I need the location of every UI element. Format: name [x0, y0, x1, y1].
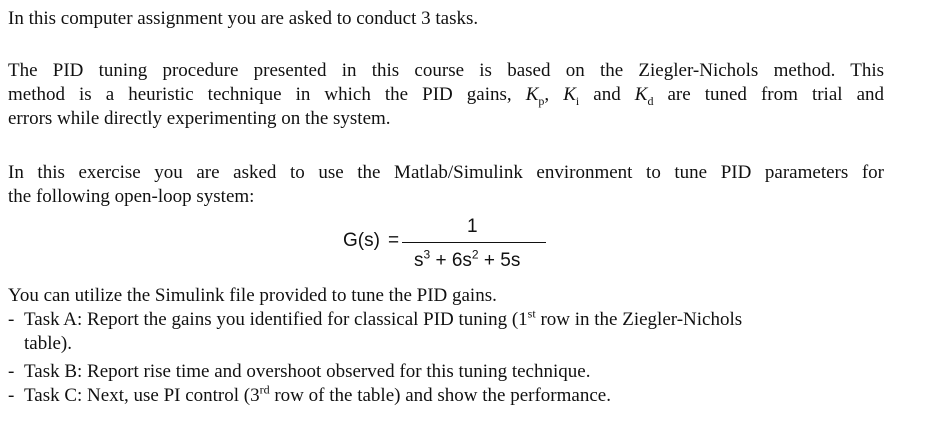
- and-word: and: [579, 84, 635, 105]
- task-a-end: row in the Ziegler-Nichols: [535, 309, 743, 330]
- para1-line1: The PID tuning procedure presented in this course is based on the Ziegler-Nichols method. This: [8, 60, 884, 81]
- fraction-bar: [402, 242, 546, 243]
- equation-lhs: G(s): [343, 230, 380, 251]
- task-b-text: Task B: Report rise time and overshoot observed for this tuning technique.: [24, 361, 591, 382]
- bullet-dash: -: [8, 385, 15, 406]
- kp-symbol: K: [525, 84, 539, 105]
- equation-denominator: [414, 247, 521, 272]
- bullet-dash: -: [8, 361, 15, 382]
- comma: ,: [544, 84, 564, 105]
- den-exp3: 3: [423, 247, 431, 262]
- para1-line2-start: method is a heuristic technique in which the PID gains,: [8, 84, 526, 105]
- task-a-start: Task A: Report the gains you identified for classical PID tuning (1: [24, 309, 528, 330]
- task-a-line2: table).: [24, 333, 73, 354]
- equation-equals: =: [388, 230, 400, 251]
- task-a-line1: [8, 306, 743, 331]
- intro-sentence: In this computer assignment you are asked to conduct 3 tasks.: [8, 8, 479, 29]
- kd-symbol: K: [634, 84, 648, 105]
- task-c: [8, 382, 611, 407]
- para2-line2: the following open-loop system:: [8, 186, 255, 207]
- equation-numerator: 1: [467, 216, 478, 237]
- ki-subscript: i: [575, 93, 580, 108]
- kp-subscript: p: [538, 93, 545, 108]
- task-b: [8, 361, 590, 383]
- kd-subscript: d: [647, 93, 654, 108]
- bullet-dash: -: [8, 309, 15, 330]
- den-exp2: 2: [471, 247, 479, 262]
- task-c-start: Task C: Next, use PI control (3: [24, 385, 260, 406]
- para1-line2: [8, 84, 884, 106]
- den-rest: + 5s: [478, 250, 521, 271]
- task-c-end: row of the table) and show the performance.: [269, 385, 611, 406]
- para1-line3: errors while directly experimenting on the system.: [8, 108, 391, 129]
- task-c-ordinal: rd: [259, 382, 270, 397]
- task-a-ordinal: st: [527, 306, 536, 321]
- den-mid: + 6s: [430, 250, 472, 271]
- para2-line1: In this exercise you are asked to use the Matlab/Simulink environment to tune PID parameters for: [8, 162, 884, 183]
- para1-line2-end: are tuned from trial and: [653, 84, 885, 105]
- para3: You can utilize the Simulink file provided to tune the PID gains.: [8, 285, 497, 306]
- ki-symbol: K: [563, 84, 576, 105]
- den-s: s: [414, 250, 424, 271]
